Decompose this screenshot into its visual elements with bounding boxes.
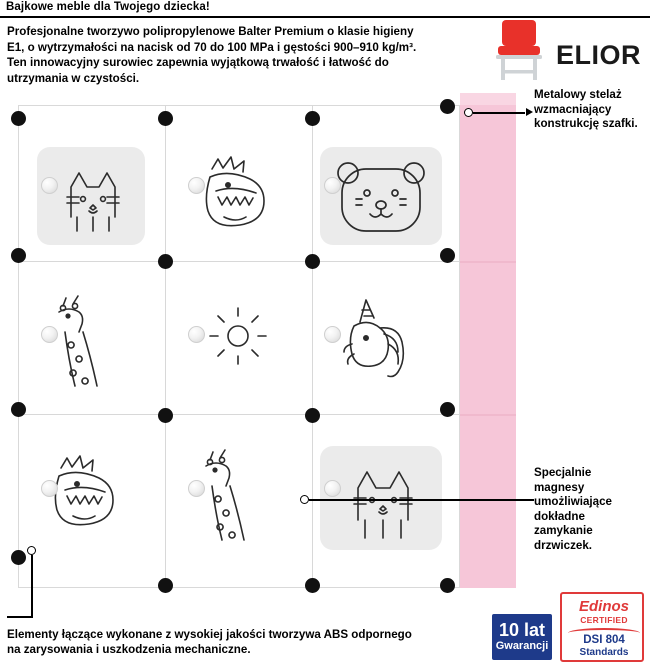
connector-dot xyxy=(158,578,173,593)
connector-dot xyxy=(11,248,26,263)
callout-magnets-text: Specjalnie magnesy umożliwiające dokładne zamykanie drzwiczek. xyxy=(534,466,612,552)
certificate-brand: Edinos xyxy=(578,598,629,615)
door-panel[interactable] xyxy=(37,292,145,396)
door-knob[interactable] xyxy=(41,177,58,194)
certificate-sub: CERTIFIED xyxy=(580,615,628,625)
door-knob[interactable] xyxy=(188,480,205,497)
door-knob[interactable] xyxy=(324,177,341,194)
cabinet-side-panel xyxy=(460,105,516,588)
giraffe-icon xyxy=(37,292,145,396)
connector-dot xyxy=(158,254,173,269)
connector-dot xyxy=(305,111,320,126)
callout-arrow-frame xyxy=(526,108,533,116)
header-bar xyxy=(0,0,650,17)
connector-dot xyxy=(158,408,173,423)
cabinet-column-line-2 xyxy=(312,105,313,588)
connector-dot xyxy=(305,254,320,269)
door-knob[interactable] xyxy=(324,326,341,343)
callout-line-connectors xyxy=(31,555,33,617)
callout-anchor-frame xyxy=(464,108,473,117)
shark-icon xyxy=(37,446,145,550)
door-panel[interactable] xyxy=(320,147,442,245)
cabinet-side-divider-2 xyxy=(460,414,516,416)
bear-icon xyxy=(320,147,442,245)
callout-anchor-magnets xyxy=(300,495,309,504)
connector-dot xyxy=(158,111,173,126)
certificate-badge xyxy=(560,592,644,662)
connector-dot xyxy=(440,402,455,417)
door-knob[interactable] xyxy=(188,177,205,194)
door-knob[interactable] xyxy=(324,480,341,497)
certificate-standard: Standards xyxy=(579,647,629,658)
door-panel[interactable] xyxy=(184,147,292,245)
certificate-swoosh-icon xyxy=(568,628,640,633)
sun-icon xyxy=(184,292,292,396)
callout-connectors-text: Elementy łączące wykonane z wysokiej jakości tworzywa ABS odpornego na zarysowania i uszkodzenia mechaniczne. xyxy=(7,628,412,657)
connector-dot xyxy=(305,578,320,593)
cat-icon xyxy=(37,147,145,245)
cat-icon xyxy=(320,446,442,550)
callout-anchor-connectors xyxy=(27,546,36,555)
callout-frame-text: Metalowy stelaż wzmacniający konstrukcję szafki. xyxy=(534,88,638,131)
connector-dot xyxy=(440,578,455,593)
brand-logo xyxy=(484,18,644,84)
door-panel[interactable] xyxy=(184,446,292,550)
door-panel[interactable] xyxy=(37,147,145,245)
header-tagline: Bajkowe meble dla Twojego dziecka! xyxy=(6,1,210,13)
door-knob[interactable] xyxy=(41,480,58,497)
callout-line-connectors-h xyxy=(7,616,33,618)
door-panel[interactable] xyxy=(320,446,442,550)
callout-line-magnets xyxy=(309,499,534,501)
callout-line-frame xyxy=(473,112,525,114)
door-panel[interactable] xyxy=(320,292,442,396)
connector-dot xyxy=(440,248,455,263)
connector-dot xyxy=(11,550,26,565)
product-description: Profesjonalne tworzywo polipropylenowe Balter Premium o klasie higieny E1, o wytrzymałości na nacisk od 70 do 100 MPa i gęstości 900–910 kg/m³. Ten innowacyjny surowiec zapewnia wyjątkową trwałość i łatwość do utrzymania w czystości. xyxy=(7,25,417,85)
warranty-years: 10 lat xyxy=(498,620,546,640)
connector-dot xyxy=(11,402,26,417)
chair-icon xyxy=(492,18,548,82)
door-knob[interactable] xyxy=(188,326,205,343)
cabinet-column-line-1 xyxy=(165,105,166,588)
warranty-label: Gwarancji xyxy=(495,640,549,652)
cabinet-side-divider-1 xyxy=(460,261,516,263)
unicorn-icon xyxy=(320,292,442,396)
connector-dot xyxy=(11,111,26,126)
certificate-code: DSI 804 xyxy=(583,634,625,646)
cabinet-shelf-line-1 xyxy=(18,261,460,262)
door-knob[interactable] xyxy=(41,326,58,343)
shark-icon xyxy=(184,147,292,245)
door-panel[interactable] xyxy=(37,446,145,550)
giraffe-icon xyxy=(184,446,292,550)
connector-dot xyxy=(440,99,455,114)
connector-dot xyxy=(305,408,320,423)
cabinet-shelf-line-2 xyxy=(18,414,460,415)
brand-name: ELIOR xyxy=(556,40,642,70)
door-panel[interactable] xyxy=(184,292,292,396)
warranty-badge xyxy=(492,614,552,660)
